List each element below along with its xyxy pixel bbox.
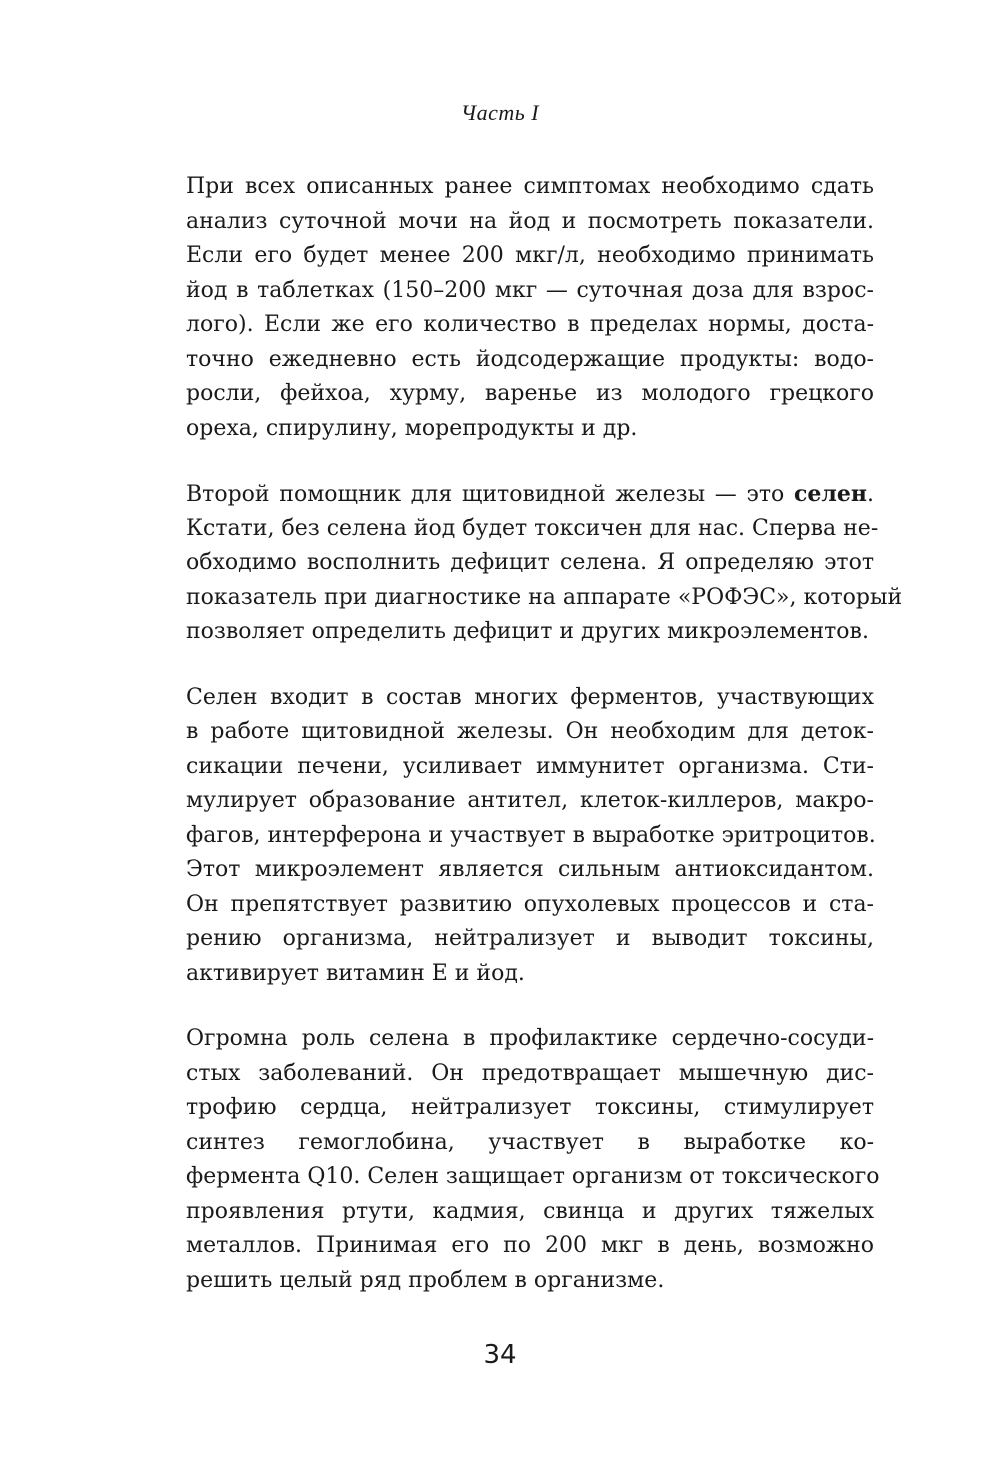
text-run: Второй помощник для щитовидной железы — это [186,482,794,507]
text-line: в работе щитовидной железы. Он необходим для деток- [186,719,874,744]
text-line: синтез гемоглобина, участвует в выработке ко- [186,1129,874,1155]
text-line: показатель при диагностике на аппарате «РОФЭС», который [186,584,903,610]
text-line: мулирует образование антител, клеток-киллеров, макро- [186,788,874,813]
text-line: решить целый ряд проблем в организме. [186,1267,665,1293]
text-line: рению организма, нейтрализует и выводит токсины, [186,926,874,951]
text-line: Он препятствует развитию опухолевых процессов и ста- [186,891,874,917]
text-line: сикации печени, усиливает иммунитет организма. Сти- [186,753,874,779]
text-line: анализ суточной мочи на йод и посмотреть показатели. [186,208,874,234]
text-line: Этот микроэлемент является сильным антиоксидантом. [186,857,874,882]
text-line: При всех описанных ранее симптомах необходимо сдать [186,174,874,199]
text-line: фагов, интерферона и участвует в выработке эритроцитов. [186,822,876,848]
body-text [186,170,903,1329]
text-line: Если его будет менее 200 мкг/л, необходимо принимать [186,243,874,268]
text-line: йод в таблетках (150–200 мкг — суточная доза для взрос- [186,277,874,303]
text-line: точно ежедневно есть йодсодержащие продукты: водо- [186,346,874,372]
paragraph-selenium-intro [186,477,903,650]
paragraph-iodine [186,170,874,446]
text-line: обходимо восполнить дефицит селена. Я определяю этот [186,550,874,575]
text-line [186,477,874,512]
bold-term: селен [793,481,867,507]
text-line: стых заболеваний. Он предотвращает мышечную дис- [186,1060,874,1086]
text-line: Огромна роль селена в профилактике сердечно-сосуди- [186,1026,874,1051]
text-line: трофию сердца, нейтрализует токсины, стимулирует [186,1095,874,1120]
text-line: позволяет определить дефицит и других микроэлементов. [186,619,869,644]
running-head: Часть I [460,100,540,125]
text-run: . [867,482,874,507]
text-line: проявления ртути, кадмия, свинца и других тяжелых [186,1198,874,1224]
paragraph-selenium-enzymes [186,681,874,992]
text-line: лого). Если же его количество в пределах нормы, доста- [186,312,874,337]
paragraph-selenium-heart [186,1022,880,1298]
text-line: Селен входит в состав многих ферментов, участвующих [186,684,874,710]
text-line: росли, фейхоа, хурму, варенье из молодого грецкого [186,381,874,406]
text-line: металлов. Принимая его по 200 мкг в день, возможно [186,1233,874,1258]
text-line: активирует витамин Е и йод. [186,960,525,986]
text-line: Кстати, без селена йод будет токсичен для нас. Сперва не- [186,515,879,541]
page-number: 34 [483,1340,517,1370]
text-line: фермента Q10. Селен защищает организм от токсического [186,1164,880,1189]
text-line: ореха, спирулину, морепродукты и др. [186,415,638,441]
